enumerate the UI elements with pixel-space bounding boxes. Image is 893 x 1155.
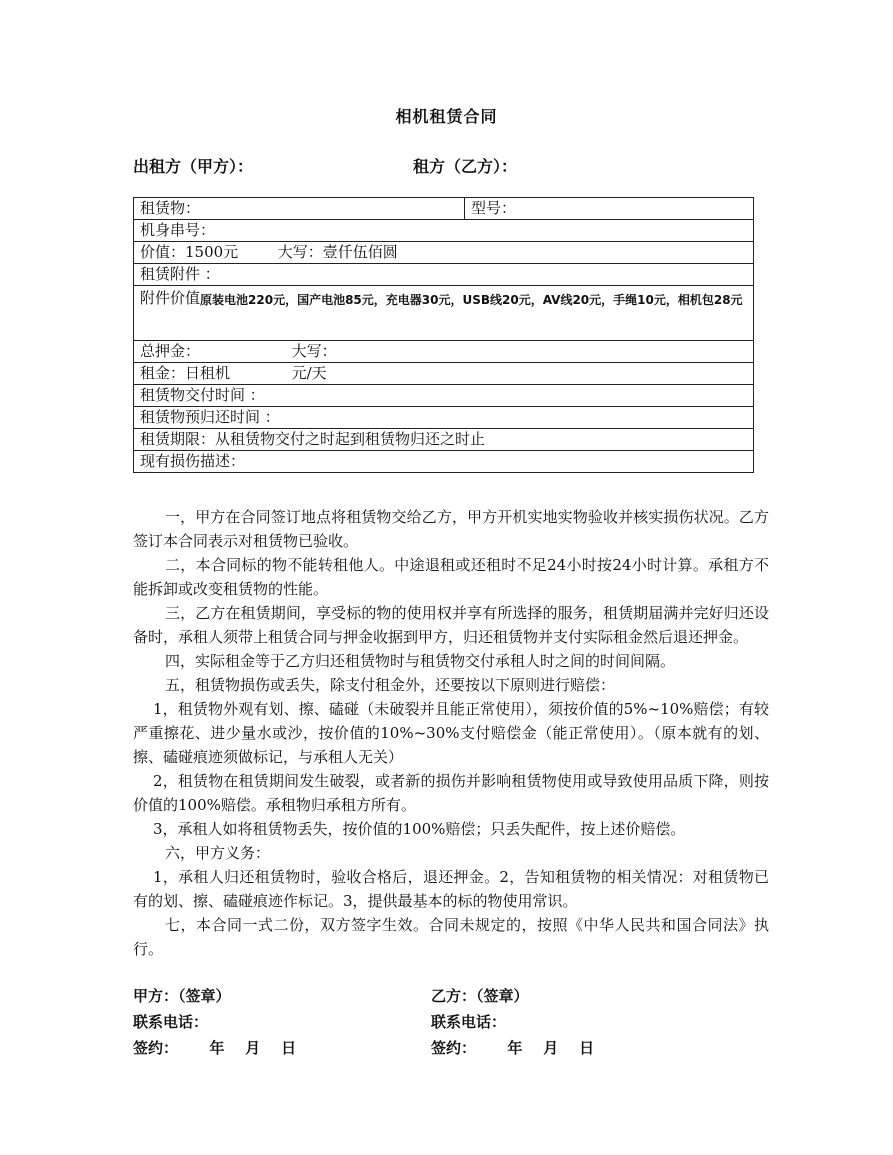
- term-cell: 租赁期限：从租赁物交付之时起到租赁物归还之时止: [134, 429, 754, 451]
- table-row: [134, 286, 754, 341]
- delivery-time-cell: 租赁物交付时间 ：: [134, 385, 754, 407]
- accessory-value-text: 原装电池220元，国产电池85元，充电器30元，USB线20元，AV线20元，手绳10元，相机包28元: [200, 293, 743, 307]
- clause-5-item-3: 3，承租人如将租赁物丢失，按价值的100%赔偿；只丢失配件，按上述价赔偿。: [153, 820, 686, 838]
- item-cell: 租赁物：: [134, 198, 465, 220]
- lessee-label: 租方（乙方）：: [413, 157, 518, 176]
- clause-4: 四，实际租金等于乙方归还租赁物时与租赁物交付承租人时之间的时间间隔。: [165, 652, 676, 670]
- rental-info-table: [133, 197, 754, 473]
- table-row: [134, 407, 754, 429]
- table-row: [134, 264, 754, 286]
- clause-7: 七，本合同一式二份，双方签字生效。合同未规定的，按照《中华人民共和国合同法》执行。: [133, 916, 769, 958]
- clause-3: 三，乙方在租赁期间，享受标的物的使用权并享有所选择的服务，租赁期届满并完好归还设备时，承租人须带上租赁合同与押金收据到甲方，归还租赁物并支付实际租金然后退还押金。: [133, 604, 769, 646]
- contract-clauses: [133, 505, 769, 961]
- rent-unit: 元/天: [291, 364, 327, 382]
- table-row: [134, 429, 754, 451]
- party-a-phone: 联系电话：: [133, 1013, 209, 1031]
- serial-cell: 机身串号：: [134, 220, 754, 242]
- party-b-date: 签约： 年 月 日: [431, 1039, 595, 1057]
- party-a-signature: [133, 983, 433, 1061]
- clause-5-item-2: 2，租赁物在租赁期间发生破裂，或者新的损伤并影响租赁物使用或导致使用品质下降，则按价值的100%赔偿。承租物归承租方所有。: [133, 772, 769, 814]
- model-cell: 型号：: [465, 198, 754, 220]
- deposit-caps: 大写：: [291, 342, 337, 360]
- clause-1: 一，甲方在合同签订地点将租赁物交给乙方，甲方开机实地实物验收并核实损伤状况。乙方签订本合同表示对租赁物已验收。: [133, 508, 769, 550]
- clause-5: 五，租赁物损伤或丢失，除支付租金外，还要按以下原则进行赔偿：: [165, 676, 616, 694]
- clause-2: 二，本合同标的物不能转租他人。中途退租或还租时不足24小时按24小时计算。承租方不能拆卸或改变租赁物的性能。: [133, 556, 769, 598]
- accessory-value-cell: [134, 286, 754, 341]
- party-b-phone: 联系电话：: [431, 1013, 507, 1031]
- damage-cell: 现有损伤描述：: [134, 451, 754, 473]
- rent-label: 租金：日租机: [140, 364, 231, 382]
- party-a-date: 签约： 年 月 日: [133, 1039, 297, 1057]
- table-row: [134, 198, 754, 220]
- deposit-cell: [134, 341, 754, 363]
- party-a-seal: 甲方：（签章）: [133, 987, 231, 1005]
- clause-5-item-1: 1，租赁物外观有划、擦、磕碰（未破裂并且能正常使用），须按价值的5%~10%赔偿；有较严重擦花、进少量水或沙，按价值的10%~30%支付赔偿金（能正常使用）。（原本就有的划、擦、磕碰痕迹须做标记，与承租人无关）: [133, 700, 769, 766]
- lessor-label: 出租方（甲方）：: [133, 157, 254, 176]
- clause-6-items: 1，承租人归还租赁物时，验收合格后，退还押金。2，告知租赁物的相关情况：对租赁物已有的划、擦、磕碰痕迹作标记。3，提供最基本的标的物使用常识。: [133, 868, 769, 910]
- value-caps: 大写：壹仟伍佰圆: [277, 243, 398, 261]
- party-b-signature: [431, 983, 731, 1061]
- table-row: [134, 451, 754, 473]
- rent-cell: [134, 363, 754, 385]
- accessories-cell: 租赁附件 ：: [134, 264, 754, 286]
- value-label: 价值：1500元: [140, 243, 239, 261]
- document-title: 相机租赁合同: [395, 107, 498, 126]
- return-time-cell: 租赁物预归还时间 ：: [134, 407, 754, 429]
- value-cell: [134, 242, 754, 264]
- party-b-seal: 乙方：（签章）: [431, 987, 529, 1005]
- parties-line: [133, 154, 753, 177]
- accessory-value-label: 附件价值: [140, 289, 201, 307]
- clause-6: 六，甲方义务：: [165, 844, 271, 862]
- table-row: [134, 341, 754, 363]
- table-row: [134, 363, 754, 385]
- table-row: [134, 385, 754, 407]
- table-row: [134, 220, 754, 242]
- table-row: [134, 242, 754, 264]
- deposit-label: 总押金：: [140, 342, 201, 360]
